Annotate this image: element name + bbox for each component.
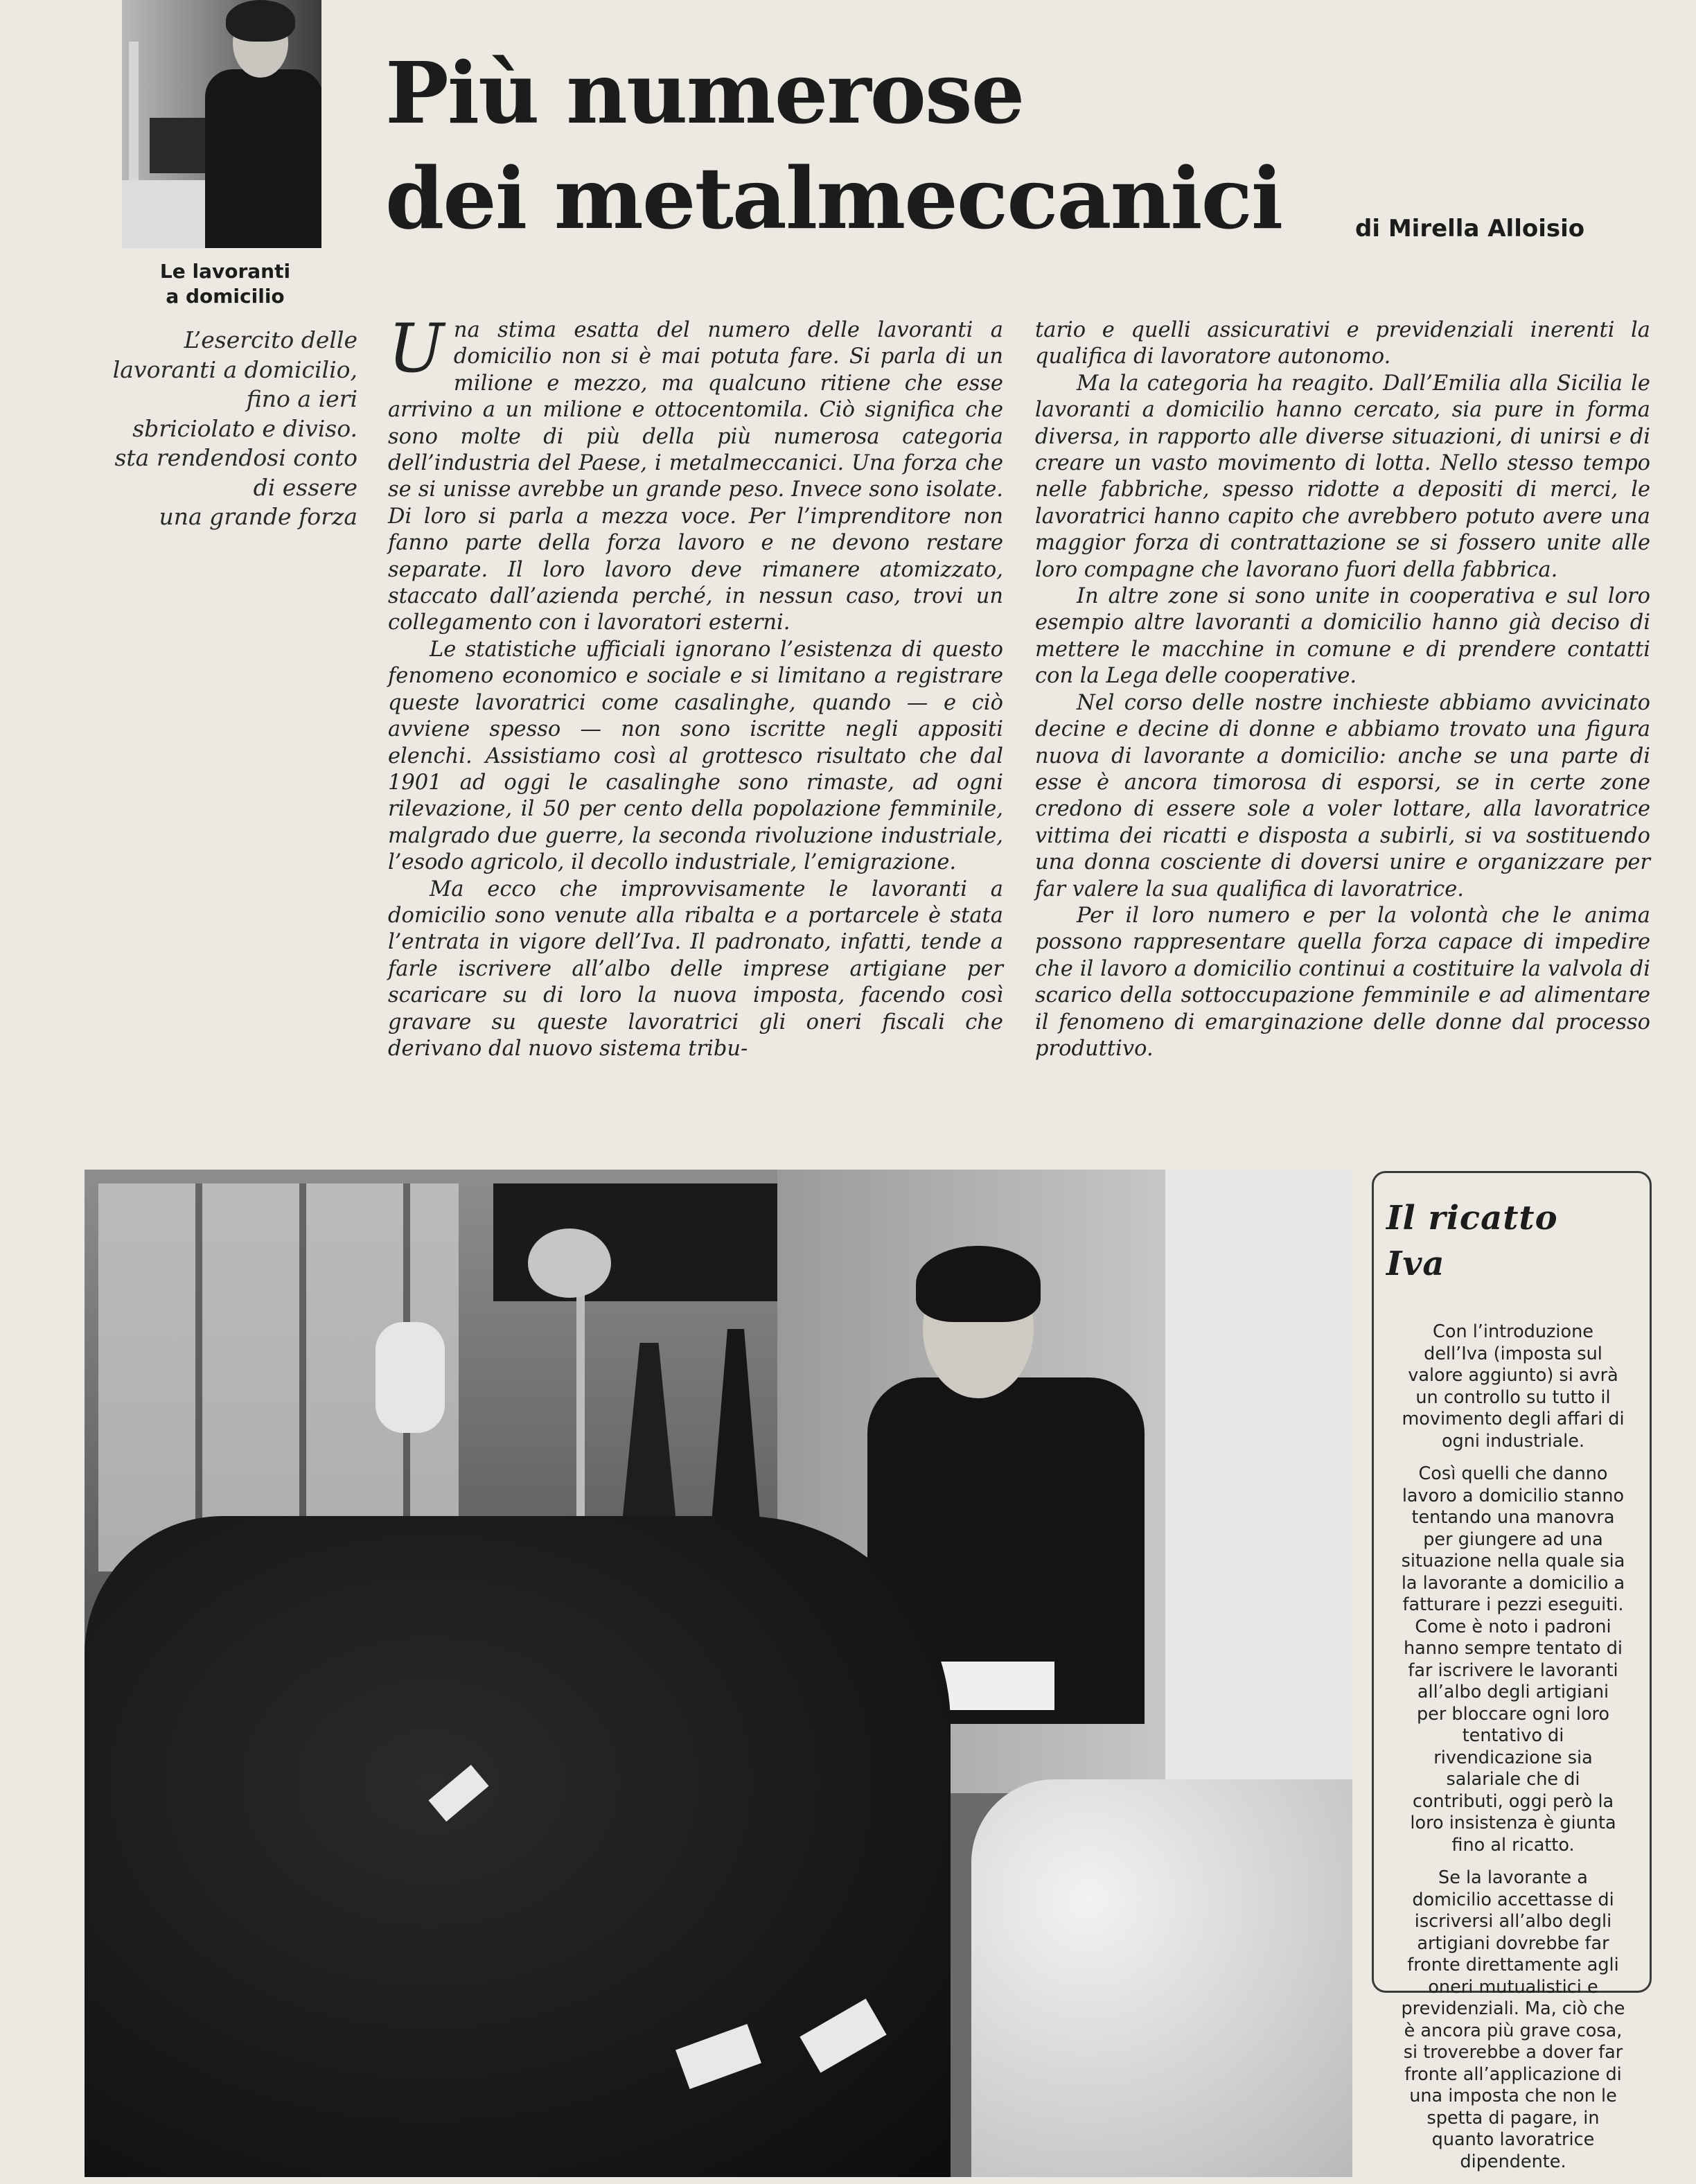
thumbnail-caption: Le lavoranti a domicilio	[159, 260, 291, 308]
intro-text: L’esercito delle lavoranti a domicilio, fino a ieri sbriciolato e diviso. sta rendendosi conto di essere una grande forza	[112, 326, 357, 530]
main-photo	[85, 1170, 1352, 2177]
article-column-2	[1035, 317, 1650, 1062]
headline: Più numerose dei metalmeccanici	[385, 43, 1282, 248]
article-paragraph: Nel corso delle nostre inchieste abbiamo avvicinato decine e decine di donne e abbiamo trovato una figura nuova di lavorante a domicilio: anche se una parte di esse è ancora timorosa di esporsi, se in certe zone credono di essere sole a voler lottare, alla lavoratrice vittima dei ricatti e disposta a subirli, si va sostituendo una donna cosciente di doversi unire e organizzare per far valere la sua qualifica di lavoratrice.	[1035, 690, 1650, 901]
sidebar-box	[1372, 1171, 1652, 2172]
sidebar-body	[1400, 1321, 1626, 2184]
sidebar-paragraph: Così quelli che danno lavoro a domicilio stanno tentando una manovra per giungere ad una situazione nella quale sia la lavorante a domicilio a fatturare i pezzi eseguiti. Come è noto i padroni hanno sempre tentato di far iscrivere le lavoranti all’albo degli artigiani per bloccare ogni loro tentativo di rivendicazione sia salariale che di contributi, oggi però la loro insistenza è giunta fino al ricatto.	[1401, 1463, 1625, 1856]
article-column-1	[388, 310, 1003, 1062]
article-paragraph: Ma la categoria ha reagito. Dall’Emilia alla Sicilia le lavoranti a domicilio hanno cercato, sia pure in forma diversa, in rapporto alle diverse situazioni, di unirsi e di creare un vasto movimento di lotta. Nello stesso tempo nelle fabbriche, spesso ridotte a depositi di merci, le lavoratrici hanno capito che avrebbero potuto avere una maggior forza di contrattazione se si fossero unite alle loro compagne che lavorano fuori della fabbrica.	[1035, 371, 1650, 582]
sidebar-title: Il ricatto Iva	[1386, 1199, 1558, 1283]
article-paragraph: Le statistiche ufficiali ignorano l’esistenza di questo fenomeno economico e sociale e si limitano a registrare queste lavoratrici come casalinghe, quando — e ciò avviene spesso — non sono iscritte negli appositi elenchi. Assistiamo così al grottesco risultato che dal 1901 ad oggi le casalinghe sono rimaste, ad ogni rilevazione, il 50 per cento della popolazione femminile, malgrado due guerre, la seconda rivoluzione industriale, l’esodo agricolo, il decollo industriale, l’emigrazione.	[388, 637, 1003, 875]
sidebar-paragraph: Con l’introduzione dell’Iva (imposta sul valore aggiunto) si avrà un controllo su tutto il movimento degli affari di ogni industriale.	[1402, 1321, 1625, 1452]
article-paragraph: Una stima esatta del numero delle lavoranti a domicilio non si è mai potuta fare. Si parla di un milione e mezzo, ma qualcuno ritiene che esse arrivino a un milione e ottocentomila. Ciò significa che sono molte di più della più numerosa categoria dell’industria del Paese, i metalmeccanici. Una forza che se si unisse avrebbe un grande peso. Invece sono isolate. Di loro si parla a mezza voce. Per l’imprenditore non fanno parte della forza lavoro e ne devono restare separate. Il loro lavoro deve rimanere atomizzato, staccato dall’azienda perché, in nessun caso, trovi un collegamento con i lavoratori esterni.	[388, 310, 1003, 635]
byline: di Mirella Alloisio	[1355, 215, 1585, 243]
drop-cap: U	[388, 310, 444, 387]
sidebar-paragraph: Se la lavorante a domicilio accettasse di iscriversi all’albo degli artigiani dovrebbe far fronte direttamente agli oneri mutualistici e previdenziali. Ma, ciò che è ancora più grave cosa, si troverebbe a dover far fronte all’applicazione di una imposta che non le spetta di pagare, in quanto lavoratrice dipendente.	[1401, 1867, 1625, 2172]
article-paragraph: Per il loro numero e per la volontà che le anima possono rappresentare quella forza capace di impedire che il lavoro a domicilio continui a costituire la valvola di scarico della sottoccupazione femminile e ad alimentare il fenomeno di emarginazione delle donne dal processo produttivo.	[1035, 903, 1650, 1061]
thumbnail-photo	[122, 0, 321, 248]
article-paragraph: In altre zone si sono unite in cooperativa e sul loro esempio altre lavoranti a domicilio hanno già deciso di mettere le macchine in comune e di prendere contatti con la Lega delle cooperative.	[1035, 584, 1650, 689]
article-paragraph: Ma ecco che improvvisamente le lavoranti a domicilio sono venute alla ribalta e a portarcele è stata l’entrata in vigore dell’Iva. Il padronato, infatti, tende a farle iscrivere all’albo delle imprese artigiane per scaricare su di loro la nuova imposta, facendo così gravare su queste lavoratrici gli oneri fiscali che derivano dal nuovo sistema tribu-	[388, 877, 1003, 1061]
article-paragraph: tario e quelli assicurativi e previdenziali inerenti la qualifica di lavoratore autonomo.	[1035, 318, 1650, 369]
